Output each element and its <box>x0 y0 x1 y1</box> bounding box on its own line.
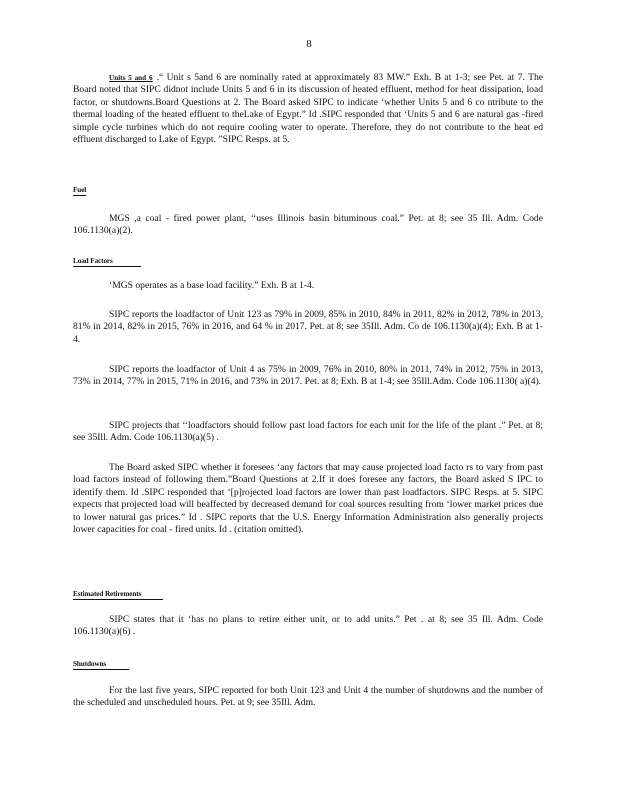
load-factors-paragraph-1: ‘MGS operates as a base load facility.” Exh. B at 1-4. <box>109 280 315 291</box>
fuel-heading: Fuel <box>73 186 87 194</box>
load-factors-paragraph-4: SIPC projects that ‘‘loadfactors should follow past load factors for each unit for the life of the plant .” Pet. at 8; see 35Ill. Adm. Code 106.1130(a)(5) . <box>73 420 543 444</box>
shutdowns-paragraph: For the last five years, SIPC reported for both Unit 123 and Unit 4 the number of shutdowns and the number of the scheduled and unscheduled hours. Pet. at 9; see 35Ill. Adm. <box>73 685 543 709</box>
units-5-6-paragraph <box>73 72 543 146</box>
units-5-6-text: .“ Unit s 5and 6 are nominally rated at approximately 83 MW.” Exh. B at 1-3; see Pet. at 7. The Board noted that SIPC didnot include Units 5 and 6 in its discussion of heated effluent, method for heat dissipation, load factor, or shutdowns.Board Questions at 2. The Board asked SIPC to indicate ‘whether Units 5 and 6 co ntribute to the thermal loading of the heated effluent to theLake of Egypt.” Id .SIPC responded that ‘Units 5 and 6 are natural gas -fired simple cycle turbines which do not require cooling water to operate. Therefore, they do not contribute to the heat ed effluent discharged to Lake of Egypt. ”SIPC Resps. at 5. <box>73 72 543 146</box>
estimated-retirements-heading: Estimated Retirements <box>73 590 163 600</box>
load-factors-paragraph-3: SIPC reports the loadfactor of Unit 4 as 75% in 2009, 76% in 2010, 80% in 2011, 74% in 2012, 75% in 2013, 73% in 2014, 77% in 2015, 71% in 2016, and 73% in 2017. Pet. at 8; Exh. B at 1-4; see 35Ill.Adm. Code 106.1130( a)(4). <box>73 364 543 388</box>
load-factors-paragraph-5: The Board asked SIPC whether it foresees ‘any factors that may cause projected load facto rs to vary from past load factors instead of following them.”Board Questions at 2.If it does foresee any factors, the Board asked S IPC to identify them. Id .SIPC responded that ‘[p]rojected load factors are lower than past loadfactors. SIPC Resps. at 5. SIPC expects that projected load will beaffected by decreased demand for coal sources resulting from ‘lower market prices due to lower natural gas prices.” Id . SIPC reports that the U.S. Energy Information Administration also generally projects lower capacities for coal - fired units. Id . (citation omitted). <box>73 462 543 536</box>
load-factors-paragraph-2: SIPC reports the loadfactor of Unit 123 as 79% in 2009, 85% in 2010, 84% in 2011, 82% in 2012, 78% in 2013, 81% in 2014, 82% in 2015, 76% in 2016, and 64 % in 2017. Pet. at 8; see 35Ill. Adm. Co de 106.1130(a)(4); Exh. B at 1- 4. <box>73 309 543 345</box>
load-factors-heading: Load Factors <box>73 257 141 267</box>
fuel-paragraph: MGS ,a coal - fired power plant, ‘‘uses Illinois basin bituminous coal.” Pet. at 8; see 35 Ill. Adm. Code 106.1130(a)(2). <box>73 213 543 237</box>
page-number: 8 <box>306 38 312 50</box>
estimated-retirements-paragraph: SIPC states that it ‘has no plans to retire either unit, or to add units.” Pet . at 8; see 35 Ill. Adm. Code 106.1130(a)(6) . <box>73 614 543 638</box>
units-5-6-heading: Units 5 and 6 <box>109 74 153 82</box>
shutdowns-heading: Shutdowns <box>73 660 129 670</box>
